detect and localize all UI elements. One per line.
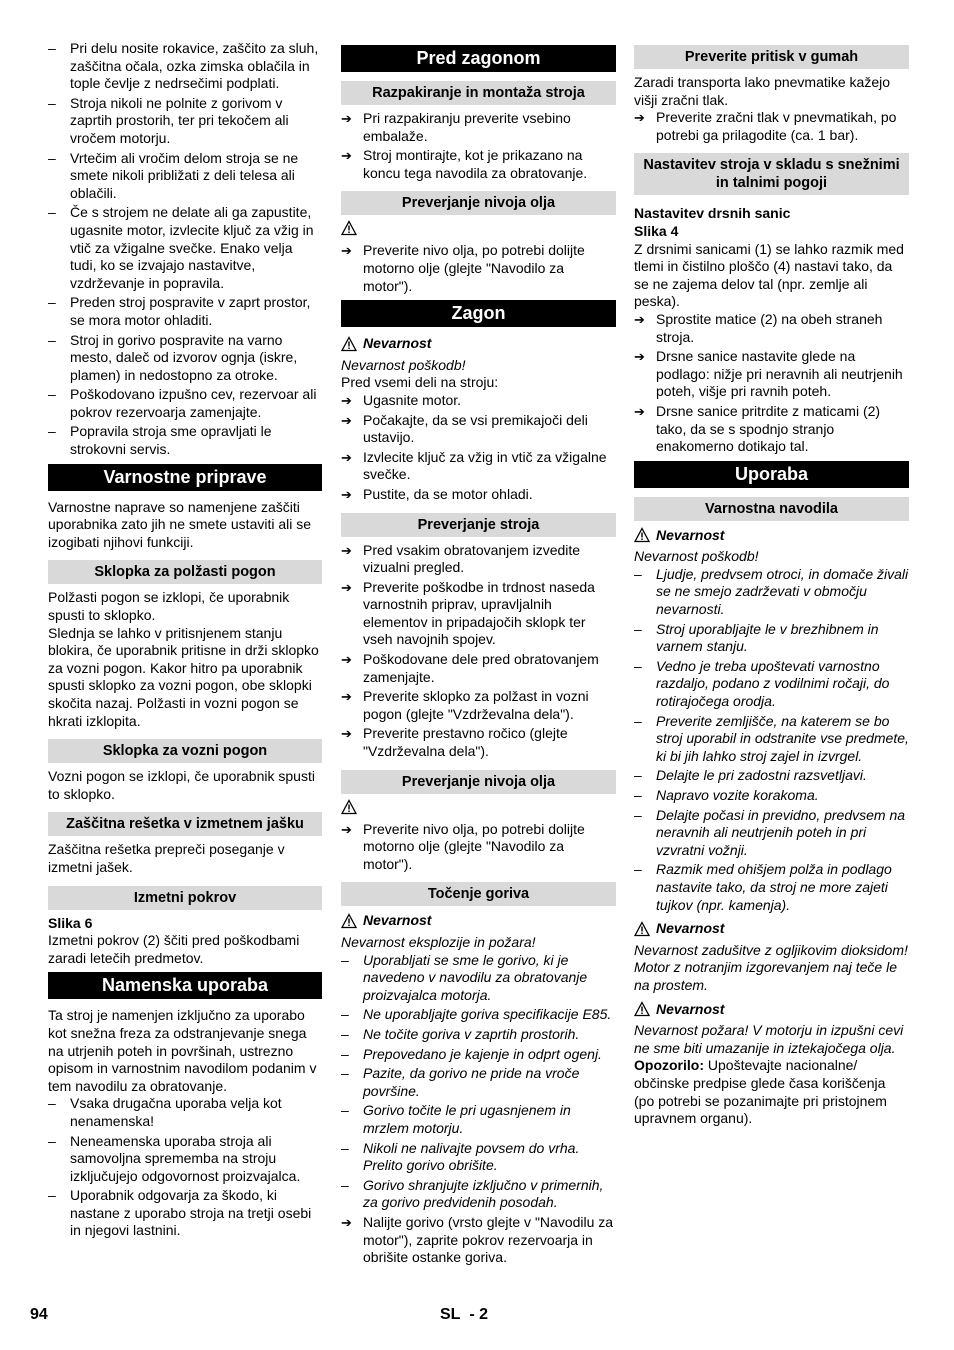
list-item-text: Preverite zračni tlak v pnevmatikah, po potrebi ga prilagodite (ca. 1 bar). bbox=[656, 109, 897, 143]
subheading-preverjanje-stroja: Preverjanje stroja bbox=[341, 513, 616, 537]
dash-list-item bbox=[634, 713, 909, 766]
paragraph: Slednja se lahko v pritisnjenem stanju blokira, če uporabnik pritisne in drži sklopko za vozni pogon. Kakor hitro pa uporabnik spusti sklopko za vozni pogon, obe sklopki skočita nazaj. Polžasti in vozni pogon se hkrati izklopita. bbox=[48, 624, 319, 729]
warning-label: Nevarnost bbox=[656, 920, 725, 937]
warning-heading bbox=[341, 335, 616, 353]
arrow-icon: ➔ bbox=[341, 542, 352, 558]
dash-bullet: – bbox=[634, 806, 642, 823]
list-item-text: Preverite nivo olja, po potrebi dolijte motorno olje (glejte "Navodilo za motor"). bbox=[363, 242, 585, 294]
arrow-list-item bbox=[341, 412, 616, 447]
list-item-text: Popravila stroja sme opravljati le strokovni servis. bbox=[70, 423, 272, 458]
note-label: Opozorilo: bbox=[634, 1057, 704, 1074]
arrow-icon: ➔ bbox=[341, 449, 352, 465]
page-subnumber: - 2 bbox=[469, 1306, 489, 1323]
dash-bullet: – bbox=[341, 951, 349, 968]
dash-list-item bbox=[341, 1026, 616, 1044]
dash-list-item bbox=[341, 1140, 616, 1175]
list-item-text: Drsne sanice nastavite glede na podlago: nižje pri neravnih ali neutrjenih poteh, višje pri ravnih poteh. bbox=[656, 348, 903, 400]
subheading-izmetni-pokrov: Izmetni pokrov bbox=[48, 886, 322, 910]
dash-bullet: – bbox=[341, 1045, 349, 1062]
arrow-icon: ➔ bbox=[341, 726, 352, 742]
list-item-text: Stroj in gorivo pospravite na varno mesto, daleč od izvorov ognja (iskre, plamen) in nedostopno za otroke. bbox=[70, 331, 298, 383]
dash-list-item bbox=[341, 952, 616, 1005]
warning-label: Nevarnost bbox=[656, 526, 725, 543]
list-item-text: Pri razpakiranju preverite vsebino embalaže. bbox=[363, 110, 571, 144]
arrow-icon: ➔ bbox=[341, 111, 352, 126]
arrow-list-item bbox=[341, 542, 616, 577]
list-item-text: Nalijte gorivo (vrsto glejte v "Navodilu za motor"), zaprite pokrov rezervoarja in obrišite ostanke goriva. bbox=[363, 1213, 614, 1266]
paragraph: Varnostne naprave so namenjene zaščiti uporabnika zato jih ne smete ustaviti ali se izogibati njihovi funkciji. bbox=[48, 498, 312, 550]
dash-bullet: – bbox=[634, 861, 642, 878]
paragraph: Vozni pogon se izklopi, če uporabnik spusti to sklopko. bbox=[48, 768, 315, 802]
dash-bullet: – bbox=[341, 1065, 349, 1082]
column-left bbox=[48, 40, 322, 1242]
column-middle bbox=[341, 40, 616, 1269]
list-item-text: Vrtečim ali vročim delom stroja se ne smete nikoli približati z deli telesa ali oblačili. bbox=[70, 149, 299, 201]
arrow-list-item bbox=[341, 651, 616, 686]
paragraph: Ta stroj je namenjen izključno za uporabo kot snežna freza za odstranjevanje snega na utrjenih poteh in površinah, ustrezno opisom in varnostnim navodilom podanim v tem navodilu za obratovanje. bbox=[48, 1007, 317, 1094]
dash-list-item bbox=[48, 423, 322, 458]
dash-bullet: – bbox=[48, 149, 56, 166]
list-item-text: Uporabljati se sme le gorivo, ki je navedeno v navodilu za obratovanje proizvajalca motorja. bbox=[363, 951, 588, 1003]
list-item-text: Preverite zemljišče, na katerem se bo stroj uporabil in odstranite vse predmete, ki bi jih lahko stroj zajel in izvrgel. bbox=[656, 712, 909, 764]
arrow-list-item bbox=[634, 109, 909, 144]
warning-label: Nevarnost bbox=[363, 335, 432, 352]
dash-bullet: – bbox=[634, 620, 642, 637]
list-item-text: Ugasnite motor. bbox=[363, 391, 462, 408]
list-item-text: Pustite, da se motor ohladi. bbox=[363, 485, 533, 502]
arrow-icon: ➔ bbox=[341, 652, 352, 668]
list-item-text: Izvlecite ključ za vžig in vtič za vžigalne svečke. bbox=[363, 448, 607, 483]
note-paragraph bbox=[634, 1057, 909, 1127]
list-item-text: Gorivo shranjujte izključno v primernih, za gorivo predvidenih posodah. bbox=[363, 1176, 604, 1211]
arrow-list-item bbox=[634, 311, 909, 346]
arrow-icon: ➔ bbox=[341, 486, 352, 502]
list-item-text: Razmik med ohišjem polža in podlago nastavite tako, da stroj ne more zajeti tujkov (npr. kamenja). bbox=[656, 861, 892, 913]
list-item-text: Delajte le pri zadostni razsvetljavi. bbox=[656, 767, 867, 784]
dash-bullet: – bbox=[634, 787, 642, 803]
arrow-list bbox=[341, 821, 616, 874]
page-language bbox=[440, 1306, 488, 1324]
arrow-list-item bbox=[341, 110, 616, 145]
dash-list-item bbox=[341, 1177, 616, 1212]
usage-list bbox=[48, 1095, 322, 1240]
arrow-list-item bbox=[341, 579, 616, 649]
arrow-list bbox=[341, 1214, 616, 1267]
dash-bullet: – bbox=[341, 1176, 349, 1193]
arrow-list bbox=[634, 109, 909, 144]
dash-list-item bbox=[341, 1046, 616, 1064]
arrow-list-item bbox=[341, 725, 616, 760]
dash-list-item bbox=[48, 332, 322, 385]
subheading-nastavitev-stroja: Nastavitev stroja v skladu s snežnimi in talnimi pogoji bbox=[634, 153, 909, 195]
warning-label: Nevarnost bbox=[656, 1000, 725, 1017]
arrow-icon: ➔ bbox=[341, 412, 352, 428]
list-item-text: Ne uporabljajte goriva specifikacije E85. bbox=[363, 1006, 612, 1023]
list-item-text: Preverite poškodbe in trdnost naseda varnostnih priprav, upravljalnih elementov in pripadajočih sklopk ter vseh navojnih spojev. bbox=[363, 578, 595, 648]
warning-icon bbox=[341, 336, 357, 352]
dash-list-item bbox=[341, 1102, 616, 1137]
section-title-namenska-uporaba: Namenska uporaba bbox=[48, 972, 322, 999]
dash-bullet: – bbox=[48, 40, 56, 56]
dash-bullet: – bbox=[341, 1025, 349, 1042]
list-item-text: Stroj montirajte, kot je prikazano na koncu tega navodila za obratovanje. bbox=[363, 147, 588, 181]
arrow-list bbox=[341, 392, 616, 504]
dash-list-item bbox=[634, 767, 909, 785]
warning-text: Nevarnost eksplozije in požara! bbox=[341, 934, 536, 950]
list-item-text: Poškodovano izpušno cev, rezervoar ali pokrov rezervoarja zamenjajte. bbox=[70, 386, 317, 420]
arrow-icon: ➔ bbox=[341, 148, 352, 164]
dash-bullet: – bbox=[341, 1139, 349, 1156]
dash-list-item bbox=[48, 95, 322, 148]
dash-bullet: – bbox=[634, 565, 642, 582]
dash-bullet: – bbox=[341, 1102, 349, 1119]
arrow-list-item bbox=[634, 348, 909, 401]
list-item-text: Stroj uporabljajte le v brezhibnem in varnem stanju. bbox=[656, 620, 879, 655]
list-item-text: Vsaka drugačna uporaba velja kot nenamenska! bbox=[70, 1095, 282, 1129]
list-item-text: Gorivo točite le pri ugasnjenem in mrzlem motorju. bbox=[363, 1102, 571, 1136]
list-item-text: Ljudje, predvsem otroci, in domače živali se ne smejo zadrževati v območju nevarnosti. bbox=[656, 565, 909, 618]
arrow-icon: ➔ bbox=[634, 110, 645, 126]
list-item-text: Pazite, da gorivo ne pride na vroče površine. bbox=[363, 1065, 580, 1099]
list-item-text: Če s strojem ne delate ali ga zapustite, ugasnite motor, izvlecite ključ za vžig in vtič za vžigalne svečke. Enako velja tudi, ko se izvajajo nastavitve, vzdrževanje in popravila. bbox=[70, 204, 314, 291]
arrow-list bbox=[341, 110, 616, 182]
dash-bullet: – bbox=[48, 1187, 56, 1204]
warning-text: Nevarnost zadušitve z ogljikovim dioksidom! Motor z notranjim izgorevanjem naj teče le na prostem. bbox=[634, 941, 908, 993]
list-item-text: Delajte počasi in previdno, predvsem na neravnih ali neutrjenih poteh in pri vzvratni vožnji. bbox=[656, 806, 906, 858]
arrow-icon: ➔ bbox=[341, 243, 352, 259]
arrow-icon: ➔ bbox=[341, 821, 352, 837]
dash-bullet: – bbox=[48, 1132, 56, 1149]
paragraph: Polžasti pogon se izklopi, če uporabnik spusti to sklopko. bbox=[48, 589, 290, 624]
paragraph: Zaradi transporta lako pnevmatike kažejo višji zračni tlak. bbox=[634, 74, 891, 108]
warning-icon bbox=[341, 799, 616, 817]
paragraph: Pred vsemi deli na stroju: bbox=[341, 374, 499, 391]
dash-list-item bbox=[48, 1095, 322, 1130]
dash-bullet: – bbox=[634, 712, 642, 729]
dash-bullet: – bbox=[48, 331, 56, 348]
column-right bbox=[634, 40, 909, 1128]
dash-list bbox=[341, 952, 616, 1212]
dash-list-item bbox=[48, 40, 322, 93]
arrow-list-item bbox=[341, 486, 616, 504]
list-item-text: Stroja nikoli ne polnite z gorivom v zaprtih prostorih, ter pri tekočem ali vročem motorju. bbox=[70, 94, 289, 146]
arrow-list bbox=[341, 542, 616, 761]
dash-bullet: – bbox=[48, 386, 56, 403]
list-item-text: Pri delu nosite rokavice, zaščito za sluh, zaščitna očala, ozka zimska oblačila in tople čevlje z nedrsečimi podplati. bbox=[70, 40, 319, 92]
paragraph: Z drsnimi sanicami (1) se lahko razmik med tlemi in čistilno ploščo (4) nastavi tako, da se ne zajema delov tal (npr. zemlje ali peska). bbox=[634, 240, 904, 310]
arrow-icon: ➔ bbox=[634, 349, 645, 365]
warning-icon bbox=[634, 527, 650, 543]
subheading-razpakiranje: Razpakiranje in montaža stroja bbox=[341, 81, 616, 105]
dash-list-item bbox=[48, 1187, 322, 1240]
subheading-tocenje-goriva: Točenje goriva bbox=[341, 882, 616, 906]
arrow-list bbox=[341, 242, 616, 295]
arrow-list-item bbox=[341, 1214, 616, 1267]
note-text: Upoštevajte nacionalne/ občinske predpise glede časa koriščenja (po potrebi se pozanimajte pri pristojnem upravnem organu). bbox=[634, 1057, 887, 1127]
arrow-list-item bbox=[341, 392, 616, 410]
dash-list-item bbox=[634, 566, 909, 619]
arrow-icon: ➔ bbox=[341, 1214, 352, 1230]
dash-bullet: – bbox=[48, 94, 56, 111]
list-item-text: Počakajte, da se vsi premikajoči deli ustavijo. bbox=[363, 411, 588, 446]
section-title-varnostne-priprave: Varnostne priprave bbox=[48, 464, 322, 491]
dash-list-item bbox=[634, 787, 909, 805]
arrow-icon: ➔ bbox=[341, 579, 352, 595]
section-title-pred-zagonom: Pred zagonom bbox=[341, 45, 616, 72]
list-item-text: Drsne sanice pritrdite z maticami (2) tako, da se s spodnjo stranjo enakomerno dotikajo tal. bbox=[656, 402, 881, 455]
subheading-nivo-olja-2: Preverjanje nivoja olja bbox=[341, 770, 616, 794]
dash-list-item bbox=[48, 294, 322, 329]
dash-list-item bbox=[341, 1065, 616, 1100]
list-item-text: Poškodovane dele pred obratovanjem zamenjajte. bbox=[363, 651, 599, 685]
dash-list-item bbox=[48, 150, 322, 203]
subheading-pritisk-v-gumah: Preverite pritisk v gumah bbox=[634, 45, 909, 69]
page-number: 94 bbox=[30, 1306, 48, 1323]
dash-list-item bbox=[634, 861, 909, 914]
subheading-sklopka-polzasti: Sklopka za polžasti pogon bbox=[48, 560, 322, 584]
warning-text: Nevarnost poškodb! bbox=[341, 356, 466, 373]
list-item-text: Sprostite matice (2) na obeh straneh stroja. bbox=[656, 310, 883, 345]
list-item-text: Uporabnik odgovarja za škodo, ki nastane z uporabo stroja na tretji osebi in njegovi lastnini. bbox=[70, 1187, 312, 1239]
list-item-text: Vedno je treba upoštevati varnostno razdaljo, podano z vodilnimi ročaji, do rotirajočega orodja. bbox=[656, 657, 890, 710]
arrow-list bbox=[634, 311, 909, 456]
warning-text: Nevarnost požara! V motorju in izpušni cevi ne sme biti umazanije in iztekajočega olja. bbox=[634, 1022, 904, 1056]
dash-bullet: – bbox=[341, 1006, 349, 1023]
dash-list-item bbox=[341, 1006, 616, 1024]
warning-heading bbox=[634, 527, 909, 545]
paragraph: Izmetni pokrov (2) ščiti pred poškodbami zaradi letečih predmetov. bbox=[48, 932, 300, 966]
warning-text: Nevarnost poškodb! bbox=[634, 548, 759, 565]
dash-list-item bbox=[48, 386, 322, 421]
arrow-list-item bbox=[634, 403, 909, 456]
figure-ref: Slika 4 bbox=[634, 222, 679, 239]
warning-icon bbox=[634, 921, 650, 937]
warning-label: Nevarnost bbox=[363, 912, 432, 929]
list-item-text: Nikoli ne nalivajte povsem do vrha. Prelito gorivo obrišite. bbox=[363, 1139, 580, 1174]
list-item-text: Preverite prestavno ročico (glejte "Vzdrževalna dela"). bbox=[363, 725, 568, 760]
subsubheading: Nastavitev drsnih sanic bbox=[634, 205, 791, 222]
dash-bullet: – bbox=[634, 767, 642, 784]
arrow-list-item bbox=[341, 147, 616, 182]
language-code: SL bbox=[440, 1306, 461, 1323]
warning-icon bbox=[341, 913, 357, 929]
list-item-text: Preverite nivo olja, po potrebi dolijte motorno olje (glejte "Navodilo za motor"). bbox=[363, 820, 585, 872]
arrow-icon: ➔ bbox=[341, 392, 352, 408]
section-title-uporaba: Uporaba bbox=[634, 461, 909, 488]
paragraph: Zaščitna rešetka prepreči poseganje v izmetni jašek. bbox=[48, 841, 285, 875]
arrow-list-item bbox=[341, 242, 616, 295]
figure-ref: Slika 6 bbox=[48, 914, 93, 931]
list-item-text: Pred vsakim obratovanjem izvedite vizualni pregled. bbox=[363, 541, 581, 576]
list-item-text: Prepovedano je kajenje in odprt ogenj. bbox=[363, 1045, 602, 1062]
dash-list-item bbox=[634, 807, 909, 860]
list-item-text: Napravo vozite korakoma. bbox=[656, 787, 819, 803]
dash-bullet: – bbox=[48, 204, 56, 221]
dash-list-item bbox=[48, 204, 322, 292]
warning-icon bbox=[341, 220, 616, 238]
dash-list bbox=[634, 566, 909, 914]
warning-heading bbox=[634, 920, 909, 938]
subheading-nivo-olja: Preverjanje nivoja olja bbox=[341, 191, 616, 215]
dash-bullet: – bbox=[48, 294, 56, 311]
list-item-text: Preverite sklopko za polžast in vozni pogon (glejte "Vzdrževalna dela"). bbox=[363, 688, 589, 722]
arrow-icon: ➔ bbox=[341, 689, 352, 705]
dash-list-item bbox=[634, 658, 909, 711]
dash-bullet: – bbox=[48, 1095, 56, 1112]
list-item-text: Neneamenska uporaba stroja ali samovoljna sprememba na stroju izključujejo odgovornost proizvajalca. bbox=[70, 1132, 301, 1184]
warning-icon bbox=[634, 1001, 650, 1017]
list-item-text: Preden stroj pospravite v zaprt prostor, se mora motor ohladiti. bbox=[70, 294, 311, 328]
dash-list-item bbox=[48, 1133, 322, 1186]
arrow-icon: ➔ bbox=[634, 311, 645, 327]
subheading-varnostna-navodila: Varnostna navodila bbox=[634, 497, 909, 521]
warning-heading bbox=[341, 912, 616, 930]
dash-list-item bbox=[634, 621, 909, 656]
dash-bullet: – bbox=[48, 423, 56, 440]
subheading-sklopka-vozni: Sklopka za vozni pogon bbox=[48, 739, 322, 763]
arrow-list-item bbox=[341, 821, 616, 874]
arrow-list-item bbox=[341, 449, 616, 484]
warning-heading bbox=[634, 1001, 909, 1019]
dash-bullet: – bbox=[634, 657, 642, 674]
arrow-list-item bbox=[341, 688, 616, 723]
arrow-icon: ➔ bbox=[634, 403, 645, 419]
section-title-zagon: Zagon bbox=[341, 300, 616, 327]
list-item-text: Ne točite goriva v zaprtih prostorih. bbox=[363, 1025, 580, 1042]
subheading-zascitna-reseka: Zaščitna rešetka v izmetnem jašku bbox=[48, 812, 322, 836]
intro-list bbox=[48, 40, 322, 459]
